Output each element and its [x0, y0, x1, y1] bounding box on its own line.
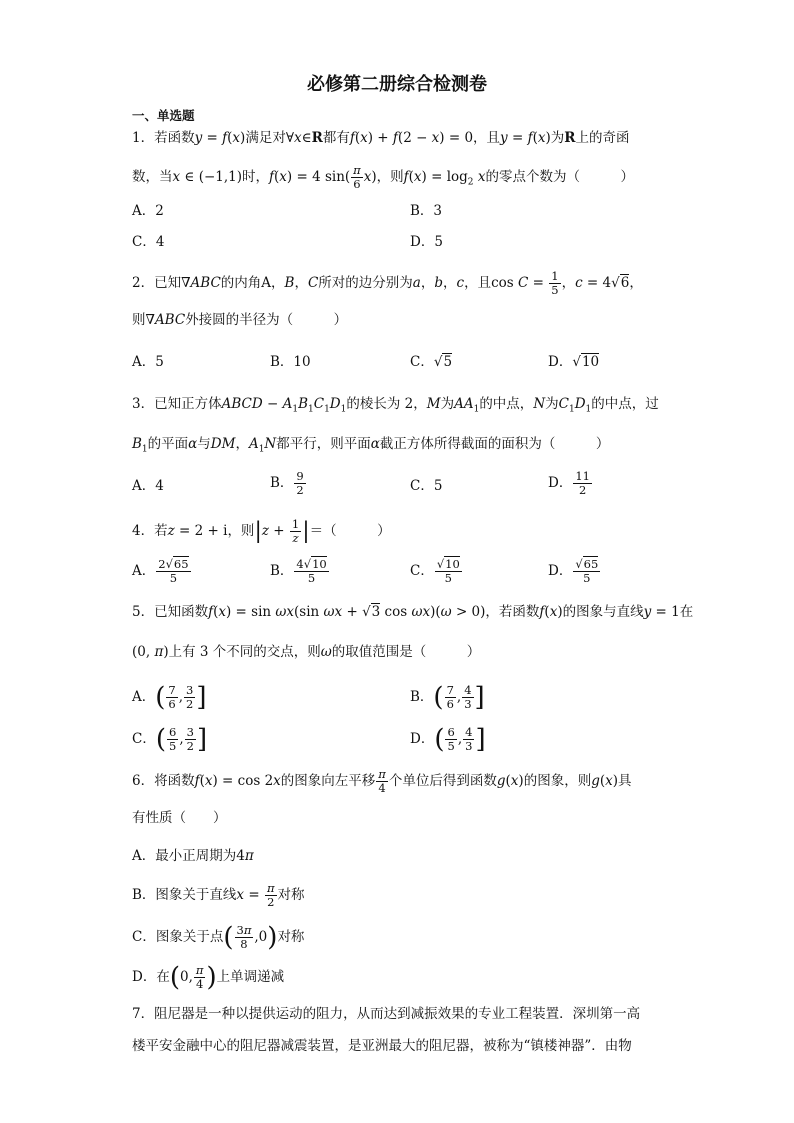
question-7-line-2: 楼平安金融中心的阻尼器减震装置，是亚洲最大的阻尼器，被称为“镇楼神器”．由物 [132, 1038, 632, 1054]
question-1-option-d: D．5 [410, 234, 443, 250]
question-1-option-a: A．2 [132, 203, 164, 219]
question-4-option-b: B． $\frac{4√10}{5}$ [270, 557, 327, 585]
question-5-line-2: (0, π)上有 3 个不同的交点，则ω的取值范围是（ ） [132, 644, 481, 660]
question-6-option-b: B．图象关于直线x = $\frac{\pi}{2}$ 对称 [132, 881, 305, 909]
question-2-option-a: A．5 [132, 354, 164, 370]
page-title: 必修第二册综合检测卷 [307, 74, 487, 95]
question-4-option-c: C． $\frac{√10}{5}$ [410, 557, 460, 585]
question-1-line-1: 1．若函数y = f(x)满足对∀x∈R都有f(x) + f(2 − x) = 0，且y = f(x)为R上的奇函 [132, 130, 630, 146]
question-3-option-d: D． $\frac{11}{2}$ [548, 469, 590, 497]
question-3-option-c: C．5 [410, 478, 443, 494]
question-3-line-1: 3．已知正方体ABCD − $A_1B_1C_1D_1$的棱长为 2，M为$AA_1$的中点，N为$C_1D_1$的中点，过 [132, 396, 659, 415]
question-1-option-c: C．4 [132, 234, 165, 250]
section-heading: 一、单选题 [132, 108, 195, 123]
question-3-option-b: B． $\frac{9}{2}$ [270, 469, 304, 497]
question-5-option-c: C．( $\frac{6}{5}$ , $\frac{3}{2}$ ] [132, 724, 208, 755]
question-3-line-2: $B_1$的平面α与DM，$A_1N$都平行，则平面α截正方体所得截面的面积为（ ） [132, 436, 610, 455]
question-2-line-2: 则∇ABC外接圆的半径为（ ） [132, 312, 348, 328]
question-1-line-2: 数，当x ∈ (−1,1)时，f(x) = 4 sin( $\frac{\pi}{6}$ x)，则$f(x) = \log_2 x$的零点个数为（ ） [132, 163, 634, 191]
question-6-line-2: 有性质（ ） [132, 810, 227, 826]
question-2-option-c: C．√5 [410, 354, 453, 370]
question-5-line-1: 5．已知函数f(x) = sin ωx(sin ωx + √3 cos ωx)(ω > 0)，若函数f(x)的图象与直线y = 1在 [132, 604, 694, 620]
question-4-option-a: A． $\frac{2√65}{5}$ [132, 557, 189, 585]
question-5-option-a: A．( $\frac{7}{6}$ , $\frac{3}{2}$ ] [132, 682, 207, 713]
question-1-option-b: B．3 [410, 203, 443, 219]
question-2-option-b: B．10 [270, 354, 311, 370]
question-4-option-d: D． $\frac{√65}{5}$ [548, 557, 599, 585]
question-6-line-1: 6．将函数f(x) = cos 2x的图象向左平移 $\frac{\pi}{4}$ 个单位后得到函数g(x)的图象，则g(x)具 [132, 767, 632, 795]
question-5-option-d: D．( $\frac{6}{5}$ , $\frac{4}{3}$ ] [410, 724, 486, 755]
question-2-line-1: 2．已知∇ABC的内角A，B，C所对的边分别为a，b，c，且cos C = $\frac{1}{5}$ ，c = 4√6， [132, 269, 643, 297]
question-6-option-c: C．图象关于点( $\frac{3\pi}{8}$ ,0)对称 [132, 922, 305, 953]
question-6-option-a: A．最小正周期为4π [132, 848, 254, 864]
question-3-option-a: A．4 [132, 478, 164, 494]
question-2-option-d: D．√10 [548, 354, 600, 370]
question-5-option-b: B．( $\frac{7}{6}$ , $\frac{4}{3}$ ] [410, 682, 485, 713]
question-6-option-d: D．在(0, $\frac{\pi}{4}$ )上单调递减 [132, 962, 285, 993]
question-4-line-1: 4．若z = 2 + i，则|z + $\frac{1}{z}$ |＝（ ） [132, 517, 391, 545]
question-7-line-1: 7．阻尼器是一种以提供运动的阻力，从而达到减振效果的专业工程装置．深圳第一高 [132, 1006, 641, 1022]
